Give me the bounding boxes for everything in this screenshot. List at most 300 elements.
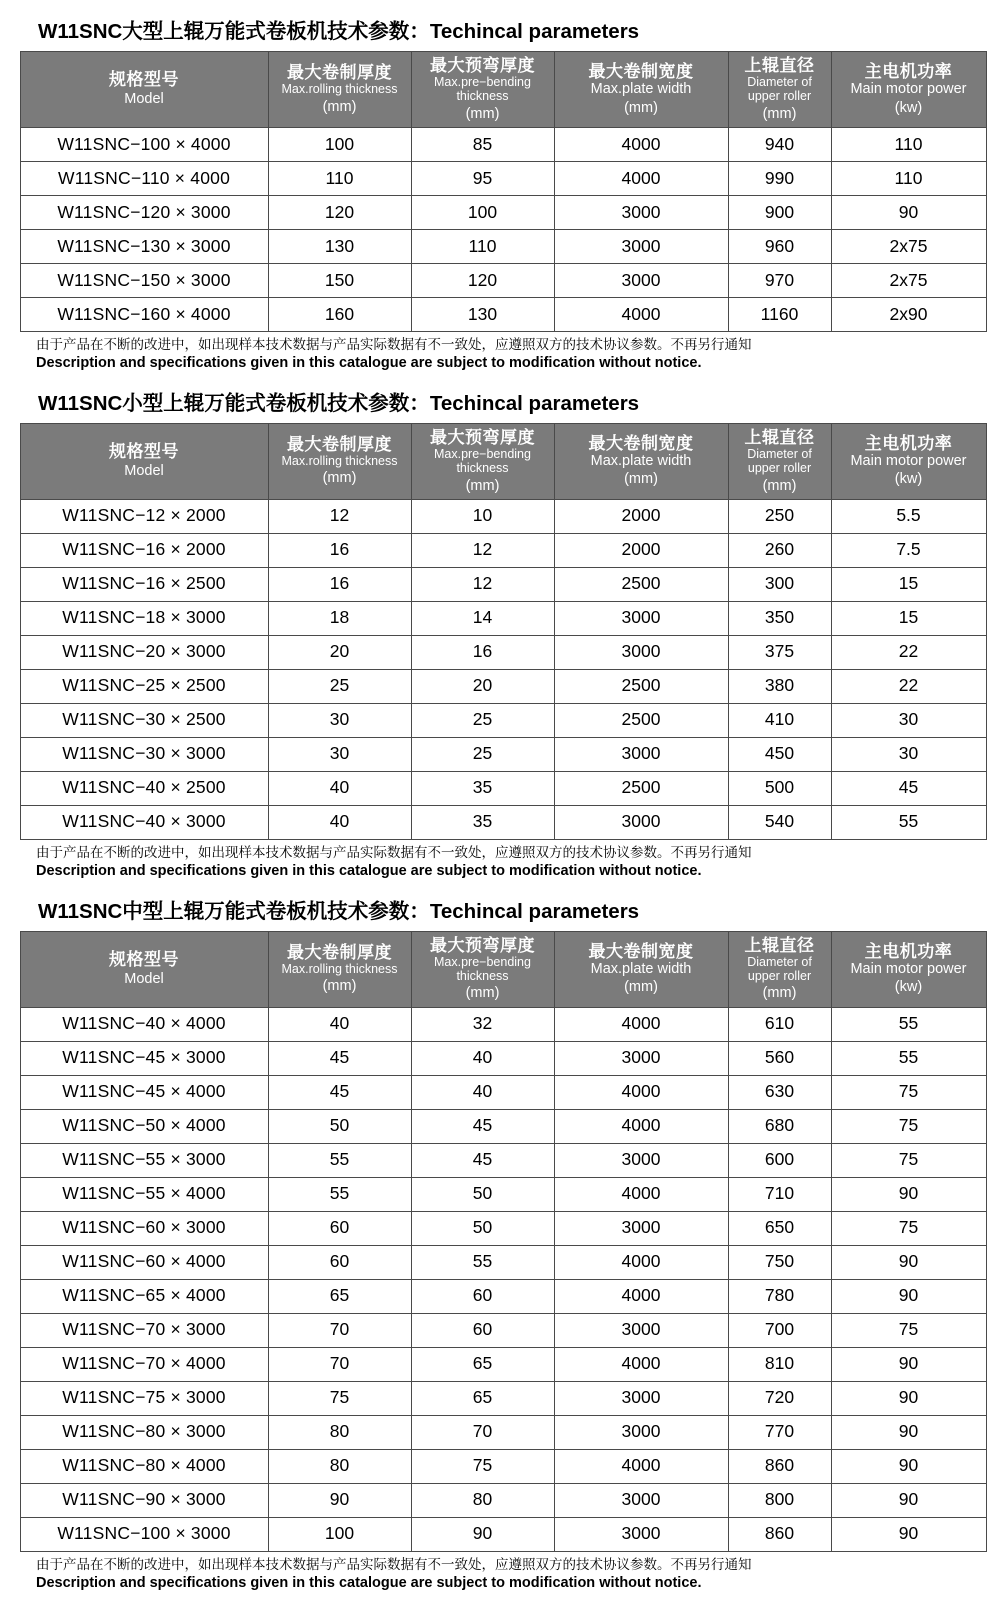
table-row bbox=[20, 1041, 986, 1075]
header-width-en: Max.plate width bbox=[590, 453, 692, 470]
header-rolling-en: Max.rolling thickness bbox=[281, 82, 398, 97]
table-row bbox=[20, 230, 986, 264]
cell-max-plate-width: 4000 bbox=[554, 298, 728, 332]
table-row bbox=[20, 1245, 986, 1279]
cell-max-prebending-thickness: 80 bbox=[411, 1483, 554, 1517]
header-dia-unit: (mm) bbox=[762, 105, 797, 122]
cell-max-prebending-thickness: 100 bbox=[411, 196, 554, 230]
cell-upper-roller-diameter: 940 bbox=[728, 128, 831, 162]
cell-model: W11SNC−55 × 4000 bbox=[20, 1177, 268, 1211]
section-title-cn: W11SNC中型上辊万能式卷板机技术参数： bbox=[38, 899, 430, 923]
cell-max-plate-width: 4000 bbox=[554, 1449, 728, 1483]
cell-max-rolling-thickness: 50 bbox=[268, 1109, 411, 1143]
cell-main-motor-power: 30 bbox=[831, 737, 986, 771]
cell-max-plate-width: 4000 bbox=[554, 1007, 728, 1041]
cell-max-rolling-thickness: 30 bbox=[268, 737, 411, 771]
header-power-cn: 主电机功率 bbox=[864, 62, 953, 82]
table-row bbox=[20, 669, 986, 703]
cell-max-prebending-thickness: 90 bbox=[411, 1517, 554, 1551]
cell-main-motor-power: 110 bbox=[831, 128, 986, 162]
header-pre-cn: 最大预弯厚度 bbox=[430, 56, 535, 75]
header-rolling-unit: (mm) bbox=[322, 978, 357, 995]
cell-model: W11SNC−90 × 3000 bbox=[20, 1483, 268, 1517]
header-pre-en: Max.pre−bending thickness bbox=[434, 954, 531, 983]
header-model-cn: 规格型号 bbox=[109, 442, 179, 462]
header-dia-unit: (mm) bbox=[762, 985, 797, 1002]
cell-model: W11SNC−50 × 4000 bbox=[20, 1109, 268, 1143]
header-dia-cn: 上辊直径 bbox=[744, 935, 815, 955]
cell-upper-roller-diameter: 780 bbox=[728, 1279, 831, 1313]
cell-max-rolling-thickness: 20 bbox=[268, 635, 411, 669]
cell-main-motor-power: 90 bbox=[831, 1483, 986, 1517]
header-dia-en: Diameter of upper roller bbox=[747, 446, 812, 476]
cell-main-motor-power: 22 bbox=[831, 635, 986, 669]
cell-max-plate-width: 2500 bbox=[554, 703, 728, 737]
cell-main-motor-power: 90 bbox=[831, 1347, 986, 1381]
spec-table bbox=[20, 931, 987, 1552]
cell-model: W11SNC−70 × 3000 bbox=[20, 1313, 268, 1347]
spec-table bbox=[20, 423, 987, 840]
header-rolling-unit: (mm) bbox=[322, 98, 357, 115]
cell-max-plate-width: 3000 bbox=[554, 1415, 728, 1449]
cell-max-rolling-thickness: 55 bbox=[268, 1143, 411, 1177]
header-width-en: Max.plate width bbox=[590, 960, 692, 977]
cell-upper-roller-diameter: 970 bbox=[728, 264, 831, 298]
header-pre-en: Max.pre−bending thickness bbox=[434, 75, 531, 104]
table-row bbox=[20, 499, 986, 533]
table-row bbox=[20, 298, 986, 332]
table-row bbox=[20, 805, 986, 839]
header-power-unit: (kw) bbox=[894, 979, 923, 996]
cell-max-plate-width: 3000 bbox=[554, 1517, 728, 1551]
note-block bbox=[20, 1556, 986, 1594]
spec-section-large bbox=[16, 8, 990, 374]
cell-max-rolling-thickness: 80 bbox=[268, 1449, 411, 1483]
cell-upper-roller-diameter: 350 bbox=[728, 601, 831, 635]
cell-main-motor-power: 75 bbox=[831, 1075, 986, 1109]
cell-upper-roller-diameter: 770 bbox=[728, 1415, 831, 1449]
cell-model: W11SNC−20 × 3000 bbox=[20, 635, 268, 669]
header-max-rolling-thickness bbox=[268, 931, 411, 1007]
cell-max-rolling-thickness: 25 bbox=[268, 669, 411, 703]
table-row bbox=[20, 635, 986, 669]
cell-max-plate-width: 3000 bbox=[554, 1483, 728, 1517]
header-power-en: Main motor power bbox=[850, 453, 967, 470]
table-row bbox=[20, 533, 986, 567]
table-header-row bbox=[20, 423, 986, 499]
header-model bbox=[20, 931, 268, 1007]
table-row bbox=[20, 1517, 986, 1551]
header-width-cn: 最大卷制宽度 bbox=[588, 941, 694, 961]
cell-upper-roller-diameter: 410 bbox=[728, 703, 831, 737]
table-row bbox=[20, 196, 986, 230]
cell-max-plate-width: 4000 bbox=[554, 1109, 728, 1143]
header-rolling-cn: 最大卷制厚度 bbox=[287, 63, 392, 83]
cell-max-plate-width: 4000 bbox=[554, 1279, 728, 1313]
section-title-cn: W11SNC小型上辊万能式卷板机技术参数： bbox=[38, 391, 430, 415]
cell-main-motor-power: 75 bbox=[831, 1109, 986, 1143]
cell-main-motor-power: 15 bbox=[831, 601, 986, 635]
cell-upper-roller-diameter: 860 bbox=[728, 1449, 831, 1483]
section-title-en: Techincal parameters bbox=[429, 20, 640, 43]
cell-max-prebending-thickness: 35 bbox=[411, 805, 554, 839]
header-max-prebending-thickness bbox=[411, 931, 554, 1007]
header-power-cn: 主电机功率 bbox=[864, 941, 953, 961]
cell-max-prebending-thickness: 40 bbox=[411, 1041, 554, 1075]
cell-max-prebending-thickness: 55 bbox=[411, 1245, 554, 1279]
cell-model: W11SNC−80 × 3000 bbox=[20, 1415, 268, 1449]
cell-upper-roller-diameter: 540 bbox=[728, 805, 831, 839]
header-width-unit: (mm) bbox=[624, 471, 658, 488]
cell-main-motor-power: 22 bbox=[831, 669, 986, 703]
cell-model: W11SNC−12 × 2000 bbox=[20, 499, 268, 533]
table-row bbox=[20, 1381, 986, 1415]
cell-max-prebending-thickness: 50 bbox=[411, 1211, 554, 1245]
cell-max-prebending-thickness: 10 bbox=[411, 499, 554, 533]
cell-max-plate-width: 3000 bbox=[554, 264, 728, 298]
cell-max-prebending-thickness: 25 bbox=[411, 703, 554, 737]
cell-max-prebending-thickness: 85 bbox=[411, 128, 554, 162]
cell-model: W11SNC−30 × 2500 bbox=[20, 703, 268, 737]
cell-max-rolling-thickness: 60 bbox=[268, 1245, 411, 1279]
cell-max-prebending-thickness: 25 bbox=[411, 737, 554, 771]
cell-model: W11SNC−16 × 2500 bbox=[20, 567, 268, 601]
cell-main-motor-power: 5.5 bbox=[831, 499, 986, 533]
header-max-rolling-thickness bbox=[268, 423, 411, 499]
cell-upper-roller-diameter: 380 bbox=[728, 669, 831, 703]
header-width-cn: 最大卷制宽度 bbox=[588, 62, 694, 82]
header-model-cn: 规格型号 bbox=[109, 70, 179, 90]
header-pre-cn: 最大预弯厚度 bbox=[430, 427, 535, 447]
cell-max-rolling-thickness: 65 bbox=[268, 1279, 411, 1313]
header-dia-en: Diameter of upper roller bbox=[747, 75, 812, 104]
cell-main-motor-power: 75 bbox=[831, 1211, 986, 1245]
cell-max-plate-width: 4000 bbox=[554, 1245, 728, 1279]
cell-max-plate-width: 3000 bbox=[554, 601, 728, 635]
cell-max-plate-width: 3000 bbox=[554, 1381, 728, 1415]
cell-upper-roller-diameter: 300 bbox=[728, 567, 831, 601]
table-header-row bbox=[20, 931, 986, 1007]
header-model-cn: 规格型号 bbox=[109, 949, 179, 969]
cell-max-rolling-thickness: 75 bbox=[268, 1381, 411, 1415]
cell-max-rolling-thickness: 45 bbox=[268, 1041, 411, 1075]
cell-max-plate-width: 3000 bbox=[554, 230, 728, 264]
header-model-en: Model bbox=[124, 971, 164, 987]
cell-model: W11SNC−150 × 3000 bbox=[20, 264, 268, 298]
note-cn: 由于产品在不断的改进中，如出现样本技术数据与产品实际数据有不一致处，应遵照双方的技术协议参数。不再另行通知 bbox=[36, 337, 752, 353]
cell-main-motor-power: 90 bbox=[831, 1517, 986, 1551]
cell-model: W11SNC−110 × 4000 bbox=[20, 162, 268, 196]
cell-model: W11SNC−16 × 2000 bbox=[20, 533, 268, 567]
cell-upper-roller-diameter: 260 bbox=[728, 533, 831, 567]
cell-model: W11SNC−55 × 3000 bbox=[20, 1143, 268, 1177]
header-main-motor-power bbox=[831, 931, 986, 1007]
cell-model: W11SNC−18 × 3000 bbox=[20, 601, 268, 635]
header-max-plate-width bbox=[554, 52, 728, 128]
cell-max-rolling-thickness: 16 bbox=[268, 567, 411, 601]
cell-max-rolling-thickness: 80 bbox=[268, 1415, 411, 1449]
section-title-en: Techincal parameters bbox=[429, 391, 640, 415]
cell-model: W11SNC−80 × 4000 bbox=[20, 1449, 268, 1483]
table-row bbox=[20, 1007, 986, 1041]
cell-upper-roller-diameter: 680 bbox=[728, 1109, 831, 1143]
header-width-unit: (mm) bbox=[624, 979, 658, 996]
cell-upper-roller-diameter: 860 bbox=[728, 1517, 831, 1551]
cell-upper-roller-diameter: 960 bbox=[728, 230, 831, 264]
cell-max-prebending-thickness: 32 bbox=[411, 1007, 554, 1041]
cell-max-rolling-thickness: 110 bbox=[268, 162, 411, 196]
table-row bbox=[20, 737, 986, 771]
note-block bbox=[20, 336, 986, 374]
cell-upper-roller-diameter: 650 bbox=[728, 1211, 831, 1245]
cell-main-motor-power: 90 bbox=[831, 1381, 986, 1415]
table-row bbox=[20, 567, 986, 601]
header-max-prebending-thickness bbox=[411, 52, 554, 128]
cell-max-prebending-thickness: 130 bbox=[411, 298, 554, 332]
cell-max-rolling-thickness: 12 bbox=[268, 499, 411, 533]
table-row bbox=[20, 771, 986, 805]
cell-max-plate-width: 2000 bbox=[554, 533, 728, 567]
table-row bbox=[20, 1075, 986, 1109]
cell-model: W11SNC−70 × 4000 bbox=[20, 1347, 268, 1381]
cell-max-rolling-thickness: 55 bbox=[268, 1177, 411, 1211]
cell-model: W11SNC−40 × 2500 bbox=[20, 771, 268, 805]
cell-max-rolling-thickness: 16 bbox=[268, 533, 411, 567]
cell-max-plate-width: 3000 bbox=[554, 737, 728, 771]
section-title bbox=[16, 380, 990, 423]
header-pre-en: Max.pre−bending thickness bbox=[434, 446, 531, 476]
spec-table bbox=[20, 51, 987, 332]
cell-max-rolling-thickness: 90 bbox=[268, 1483, 411, 1517]
cell-max-prebending-thickness: 60 bbox=[411, 1313, 554, 1347]
cell-max-rolling-thickness: 40 bbox=[268, 771, 411, 805]
cell-main-motor-power: 75 bbox=[831, 1143, 986, 1177]
section-title bbox=[16, 8, 990, 51]
header-model-en: Model bbox=[124, 91, 164, 108]
header-main-motor-power bbox=[831, 423, 986, 499]
cell-model: W11SNC−40 × 3000 bbox=[20, 805, 268, 839]
cell-main-motor-power: 90 bbox=[831, 1449, 986, 1483]
cell-max-prebending-thickness: 40 bbox=[411, 1075, 554, 1109]
cell-max-prebending-thickness: 95 bbox=[411, 162, 554, 196]
cell-model: W11SNC−100 × 3000 bbox=[20, 1517, 268, 1551]
table-row bbox=[20, 1109, 986, 1143]
header-rolling-en: Max.rolling thickness bbox=[281, 454, 398, 469]
cell-model: W11SNC−25 × 2500 bbox=[20, 669, 268, 703]
cell-upper-roller-diameter: 630 bbox=[728, 1075, 831, 1109]
cell-max-plate-width: 3000 bbox=[554, 635, 728, 669]
header-power-cn: 主电机功率 bbox=[864, 434, 953, 454]
cell-max-rolling-thickness: 160 bbox=[268, 298, 411, 332]
header-power-unit: (kw) bbox=[894, 99, 923, 116]
cell-main-motor-power: 45 bbox=[831, 771, 986, 805]
cell-max-prebending-thickness: 45 bbox=[411, 1109, 554, 1143]
header-upper-roller-diameter bbox=[728, 423, 831, 499]
table-row bbox=[20, 703, 986, 737]
cell-main-motor-power: 90 bbox=[831, 196, 986, 230]
header-rolling-unit: (mm) bbox=[322, 470, 357, 487]
cell-max-plate-width: 4000 bbox=[554, 1177, 728, 1211]
cell-model: W11SNC−60 × 4000 bbox=[20, 1245, 268, 1279]
cell-main-motor-power: 90 bbox=[831, 1177, 986, 1211]
table-body-large bbox=[20, 128, 986, 332]
cell-max-prebending-thickness: 120 bbox=[411, 264, 554, 298]
table-row bbox=[20, 1211, 986, 1245]
cell-upper-roller-diameter: 900 bbox=[728, 196, 831, 230]
cell-max-plate-width: 3000 bbox=[554, 196, 728, 230]
header-width-en: Max.plate width bbox=[590, 81, 692, 98]
cell-main-motor-power: 90 bbox=[831, 1279, 986, 1313]
header-upper-roller-diameter bbox=[728, 931, 831, 1007]
header-pre-unit: (mm) bbox=[465, 105, 500, 122]
spec-section-small bbox=[16, 380, 990, 882]
cell-max-rolling-thickness: 40 bbox=[268, 1007, 411, 1041]
cell-model: W11SNC−100 × 4000 bbox=[20, 128, 268, 162]
table-row bbox=[20, 601, 986, 635]
cell-max-prebending-thickness: 75 bbox=[411, 1449, 554, 1483]
header-rolling-cn: 最大卷制厚度 bbox=[287, 942, 392, 962]
table-row bbox=[20, 1143, 986, 1177]
header-power-en: Main motor power bbox=[850, 960, 967, 977]
cell-model: W11SNC−30 × 3000 bbox=[20, 737, 268, 771]
cell-max-plate-width: 3000 bbox=[554, 805, 728, 839]
header-pre-unit: (mm) bbox=[465, 985, 500, 1002]
cell-max-prebending-thickness: 45 bbox=[411, 1143, 554, 1177]
table-row bbox=[20, 128, 986, 162]
cell-max-plate-width: 3000 bbox=[554, 1041, 728, 1075]
header-dia-en: Diameter of upper roller bbox=[747, 954, 812, 983]
header-power-en: Main motor power bbox=[850, 81, 967, 98]
header-width-cn: 最大卷制宽度 bbox=[588, 434, 694, 454]
cell-max-rolling-thickness: 18 bbox=[268, 601, 411, 635]
cell-model: W11SNC−65 × 4000 bbox=[20, 1279, 268, 1313]
cell-upper-roller-diameter: 990 bbox=[728, 162, 831, 196]
cell-max-prebending-thickness: 70 bbox=[411, 1415, 554, 1449]
cell-model: W11SNC−60 × 3000 bbox=[20, 1211, 268, 1245]
cell-main-motor-power: 55 bbox=[831, 805, 986, 839]
header-max-rolling-thickness bbox=[268, 52, 411, 128]
cell-main-motor-power: 2x90 bbox=[831, 298, 986, 332]
header-max-prebending-thickness bbox=[411, 423, 554, 499]
cell-upper-roller-diameter: 500 bbox=[728, 771, 831, 805]
cell-max-plate-width: 2500 bbox=[554, 567, 728, 601]
cell-max-prebending-thickness: 35 bbox=[411, 771, 554, 805]
header-max-plate-width bbox=[554, 423, 728, 499]
cell-max-plate-width: 3000 bbox=[554, 1143, 728, 1177]
header-main-motor-power bbox=[831, 52, 986, 128]
cell-main-motor-power: 90 bbox=[831, 1415, 986, 1449]
cell-max-prebending-thickness: 65 bbox=[411, 1381, 554, 1415]
cell-max-prebending-thickness: 60 bbox=[411, 1279, 554, 1313]
cell-max-prebending-thickness: 65 bbox=[411, 1347, 554, 1381]
cell-upper-roller-diameter: 375 bbox=[728, 635, 831, 669]
cell-max-prebending-thickness: 12 bbox=[411, 533, 554, 567]
cell-model: W11SNC−160 × 4000 bbox=[20, 298, 268, 332]
cell-upper-roller-diameter: 600 bbox=[728, 1143, 831, 1177]
header-pre-cn: 最大预弯厚度 bbox=[430, 935, 535, 955]
header-max-plate-width bbox=[554, 931, 728, 1007]
table-row bbox=[20, 1483, 986, 1517]
cell-upper-roller-diameter: 710 bbox=[728, 1177, 831, 1211]
cell-max-prebending-thickness: 50 bbox=[411, 1177, 554, 1211]
table-row bbox=[20, 162, 986, 196]
cell-max-rolling-thickness: 120 bbox=[268, 196, 411, 230]
header-model bbox=[20, 423, 268, 499]
cell-main-motor-power: 15 bbox=[831, 567, 986, 601]
cell-max-plate-width: 2500 bbox=[554, 669, 728, 703]
cell-upper-roller-diameter: 610 bbox=[728, 1007, 831, 1041]
cell-upper-roller-diameter: 450 bbox=[728, 737, 831, 771]
cell-upper-roller-diameter: 720 bbox=[728, 1381, 831, 1415]
header-dia-cn: 上辊直径 bbox=[744, 56, 815, 75]
cell-main-motor-power: 110 bbox=[831, 162, 986, 196]
cell-max-rolling-thickness: 70 bbox=[268, 1313, 411, 1347]
header-pre-unit: (mm) bbox=[465, 477, 500, 494]
table-row bbox=[20, 1449, 986, 1483]
table-row bbox=[20, 1313, 986, 1347]
cell-main-motor-power: 55 bbox=[831, 1007, 986, 1041]
note-en: Description and specifications given in this catalogue are subject to modification without notice. bbox=[36, 863, 702, 880]
cell-upper-roller-diameter: 1160 bbox=[728, 298, 831, 332]
note-block bbox=[20, 844, 986, 882]
header-power-unit: (kw) bbox=[894, 471, 923, 488]
table-header-row bbox=[20, 52, 986, 128]
cell-max-plate-width: 2500 bbox=[554, 771, 728, 805]
table-row bbox=[20, 1279, 986, 1313]
section-title-cn: W11SNC大型上辊万能式卷板机技术参数： bbox=[38, 20, 430, 43]
table-row bbox=[20, 1415, 986, 1449]
note-en: Description and specifications given in this catalogue are subject to modification without notice. bbox=[36, 355, 702, 372]
cell-main-motor-power: 90 bbox=[831, 1245, 986, 1279]
cell-max-rolling-thickness: 100 bbox=[268, 1517, 411, 1551]
cell-max-plate-width: 3000 bbox=[554, 1211, 728, 1245]
cell-upper-roller-diameter: 750 bbox=[728, 1245, 831, 1279]
header-dia-unit: (mm) bbox=[762, 477, 797, 494]
header-width-unit: (mm) bbox=[624, 99, 658, 116]
cell-upper-roller-diameter: 800 bbox=[728, 1483, 831, 1517]
cell-main-motor-power: 55 bbox=[831, 1041, 986, 1075]
header-upper-roller-diameter bbox=[728, 52, 831, 128]
cell-max-rolling-thickness: 130 bbox=[268, 230, 411, 264]
cell-max-prebending-thickness: 14 bbox=[411, 601, 554, 635]
cell-model: W11SNC−45 × 3000 bbox=[20, 1041, 268, 1075]
cell-max-rolling-thickness: 30 bbox=[268, 703, 411, 737]
cell-max-rolling-thickness: 150 bbox=[268, 264, 411, 298]
cell-main-motor-power: 2x75 bbox=[831, 230, 986, 264]
header-rolling-en: Max.rolling thickness bbox=[281, 961, 398, 976]
cell-max-plate-width: 4000 bbox=[554, 128, 728, 162]
cell-max-rolling-thickness: 60 bbox=[268, 1211, 411, 1245]
cell-upper-roller-diameter: 250 bbox=[728, 499, 831, 533]
cell-model: W11SNC−120 × 3000 bbox=[20, 196, 268, 230]
cell-max-plate-width: 3000 bbox=[554, 1313, 728, 1347]
note-cn: 由于产品在不断的改进中，如出现样本技术数据与产品实际数据有不一致处，应遵照双方的技术协议参数。不再另行通知 bbox=[36, 1556, 752, 1572]
cell-max-prebending-thickness: 110 bbox=[411, 230, 554, 264]
header-dia-cn: 上辊直径 bbox=[744, 427, 815, 447]
cell-model: W11SNC−75 × 3000 bbox=[20, 1381, 268, 1415]
cell-max-prebending-thickness: 20 bbox=[411, 669, 554, 703]
cell-model: W11SNC−45 × 4000 bbox=[20, 1075, 268, 1109]
cell-max-plate-width: 4000 bbox=[554, 1075, 728, 1109]
table-body-medium bbox=[20, 1007, 986, 1551]
spec-section-medium bbox=[16, 888, 990, 1594]
cell-max-rolling-thickness: 45 bbox=[268, 1075, 411, 1109]
cell-main-motor-power: 7.5 bbox=[831, 533, 986, 567]
table-row bbox=[20, 1177, 986, 1211]
cell-max-rolling-thickness: 100 bbox=[268, 128, 411, 162]
header-model-en: Model bbox=[124, 463, 164, 480]
table-row bbox=[20, 264, 986, 298]
